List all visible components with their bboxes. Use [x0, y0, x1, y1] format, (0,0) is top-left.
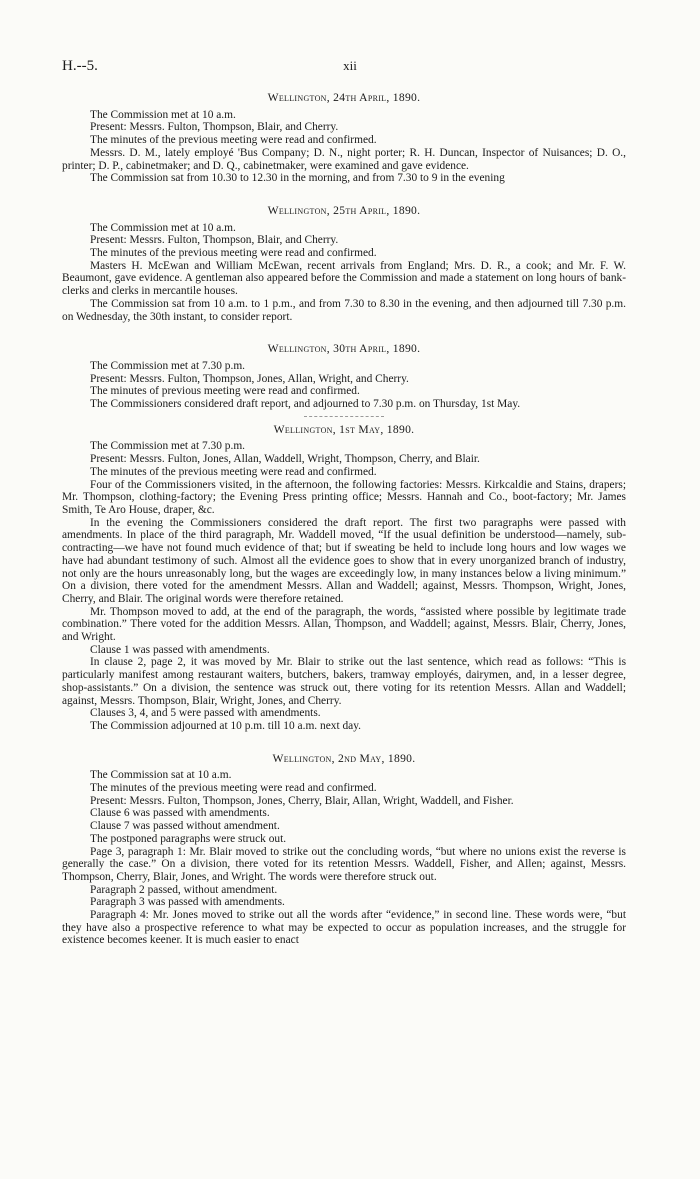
minutes-paragraph: In the evening the Commissioners considered the draft report. The first two paragraphs were passed with amendments. In place of the third paragraph, Mr. Waddell moved, “If the usual definition be understood—namely, sub-contracting—we have not found much evidence of that; but if sweating be held to include long hours and low wages we have had abundant testimony of such. Almost all the evidence goes to show that in every unorganized branch of industry, not only are the hours unreasonably long, but the wages are exceedingly low, in many instances below a living minimum.” On a division, there voted for the amendment Messrs. Allan and Waddell; against, Messrs. Thompson, Wright, Jones, Cherry, and Blair. The original words were therefore retained. — [62, 516, 626, 605]
minutes-paragraph: The Commission met at 10 a.m. — [90, 108, 236, 121]
minutes-paragraph: Clause 6 was passed with amendments. — [90, 807, 270, 820]
minutes-paragraph: The Commission met at 7.30 p.m. — [90, 359, 246, 372]
minutes-paragraph: The minutes of the previous meeting were read and confirmed. — [90, 134, 377, 147]
minutes-paragraph: Page 3, paragraph 1: Mr. Blair moved to strike out the concluding words, “but where no unions exist the reverse is generally the case.” On a division, there voted for its retention Messrs. Waddell, Fisher, and Allen; against, Messrs. Thompson, Cherry, Blair, Jones, and Wright. The words were therefore struck out. — [62, 845, 626, 883]
minutes-paragraph: Present: Messrs. Fulton, Thompson, Blair, and Cherry. — [90, 234, 339, 247]
minutes-paragraph: The Commissioners considered draft report, and adjourned to 7.30 p.m. on Thursday, 1st May. — [90, 398, 521, 411]
minutes-paragraph: The minutes of the previous meeting were read and confirmed. — [90, 782, 377, 795]
minutes-paragraph: Clauses 3, 4, and 5 were passed with amendments. — [90, 707, 321, 720]
minutes-paragraph: The Commission met at 7.30 p.m. — [90, 440, 246, 453]
section-divider — [304, 416, 384, 417]
minutes-paragraph: The Commission met at 10 a.m. — [90, 221, 236, 234]
minutes-paragraph: Present: Messrs. Fulton, Jones, Allan, Waddell, Wright, Thompson, Cherry, and Blair. — [90, 453, 480, 466]
minutes-paragraph: Paragraph 2 passed, without amendment. — [90, 883, 278, 896]
minutes-paragraph: The Commission sat from 10.30 to 12.30 in the morning, and from 7.30 to 9 in the evening — [90, 172, 505, 185]
minutes-paragraph: Clause 7 was passed without amendment. — [90, 820, 280, 833]
minutes-section — [62, 92, 626, 185]
section-heading: Wellington, 1st May, 1890. — [273, 422, 415, 436]
page-number: xii — [343, 58, 357, 73]
minutes-paragraph: The minutes of the previous meeting were read and confirmed. — [90, 247, 377, 260]
minutes-section — [62, 424, 626, 733]
minutes-paragraph: Masters H. McEwan and William McEwan, recent arrivals from England; Mrs. D. R., a cook; and Mr. F. W. Beaumont, gave evidence. A gentleman also appeared before the Commission and made a statement on long hours of bank-clerks and clerks in mercantile houses. — [62, 259, 626, 298]
minutes-paragraph: The Commission sat at 10 a.m. — [90, 769, 232, 782]
minutes-paragraph: Paragraph 4: Mr. Jones moved to strike out all the words after “evidence,” in second line. These words were, “but they have also a prospective reference to what may be expected to occur as population increases, and the struggle for existence becomes keener. It is much easier to enact — [62, 909, 626, 947]
minutes-paragraph: In clause 2, page 2, it was moved by Mr. Blair to strike out the last sentence, which read as follows: “This is particularly manifest among restaurant waiters, butchers, bakers, tramway employés, dairymen, and, in a lesser degree, shop-assistants.” On a division, the sentence was struck out, there voting for its retention Messrs. Allan and Waddell; against, Messrs. Thompson, Blair, Wright, Jones, and Cherry. — [62, 656, 626, 707]
minutes-paragraph: Paragraph 3 was passed with amendments. — [90, 896, 285, 909]
section-gap — [62, 733, 626, 753]
minutes-section — [62, 205, 626, 323]
section-gap — [62, 323, 626, 343]
minutes-paragraph: The minutes of previous meeting were read and confirmed. — [90, 385, 360, 398]
minutes-paragraph: Mr. Thompson moved to add, at the end of the paragraph, the words, “assisted where possible by legitimate trade combination.” There voted for the addition Messrs. Allan, Thompson, and Waddell; against, Messrs. Blair, Cherry, Jones, and Wright. — [62, 605, 626, 644]
section-heading: Wellington, 2nd May, 1890. — [272, 751, 416, 765]
minutes-section — [62, 753, 626, 948]
minutes-paragraph: The postponed paragraphs were struck out. — [90, 832, 287, 845]
minutes-paragraph: Present: Messrs. Fulton, Thompson, Blair, and Cherry. — [90, 121, 339, 134]
minutes-paragraph: Four of the Commissioners visited, in the afternoon, the following factories: Messrs. Kirkcaldie and Stains, drapers; Mr. Thompson, clothing-factory; the Evening Press printing office; Messrs. Hannah and Co., boot-factory; Mr. James Smith, Te Aro House, draper, &c. — [62, 478, 626, 516]
minutes-paragraph: The Commission sat from 10 a.m. to 1 p.m., and from 7.30 to 8.30 in the evening, and then adjourned till 7.30 p.m. on Wednesday, the 30th instant, to consider report. — [62, 297, 626, 323]
minutes-body — [62, 92, 626, 947]
minutes-paragraph: Present: Messrs. Fulton, Thompson, Jones, Cherry, Blair, Allan, Wright, Waddell, and Fisher. — [90, 794, 514, 807]
section-gap — [62, 185, 626, 205]
minutes-paragraph: Clause 1 was passed with amendments. — [90, 643, 270, 656]
minutes-section — [62, 343, 626, 411]
section-heading: Wellington, 30th April, 1890. — [267, 342, 421, 356]
minutes-paragraph: The Commission adjourned at 10 p.m. till 10 a.m. next day. — [90, 719, 362, 732]
section-heading: Wellington, 25th April, 1890. — [267, 203, 421, 217]
minutes-paragraph: Present: Messrs. Fulton, Thompson, Jones, Allan, Wright, and Cherry. — [90, 372, 409, 385]
minutes-paragraph: The minutes of the previous meeting were read and confirmed. — [90, 465, 377, 478]
document-reference: H.--5. — [62, 58, 98, 74]
section-heading: Wellington, 24th April, 1890. — [267, 91, 421, 104]
minutes-paragraph: Messrs. D. M., lately employé 'Bus Company; D. N., night porter; R. H. Duncan, Inspector of Nuisances; D. O., printer; D. P., cabinetmaker; and D. Q., cabinetmaker, were examined and gave evidence. — [62, 146, 626, 172]
